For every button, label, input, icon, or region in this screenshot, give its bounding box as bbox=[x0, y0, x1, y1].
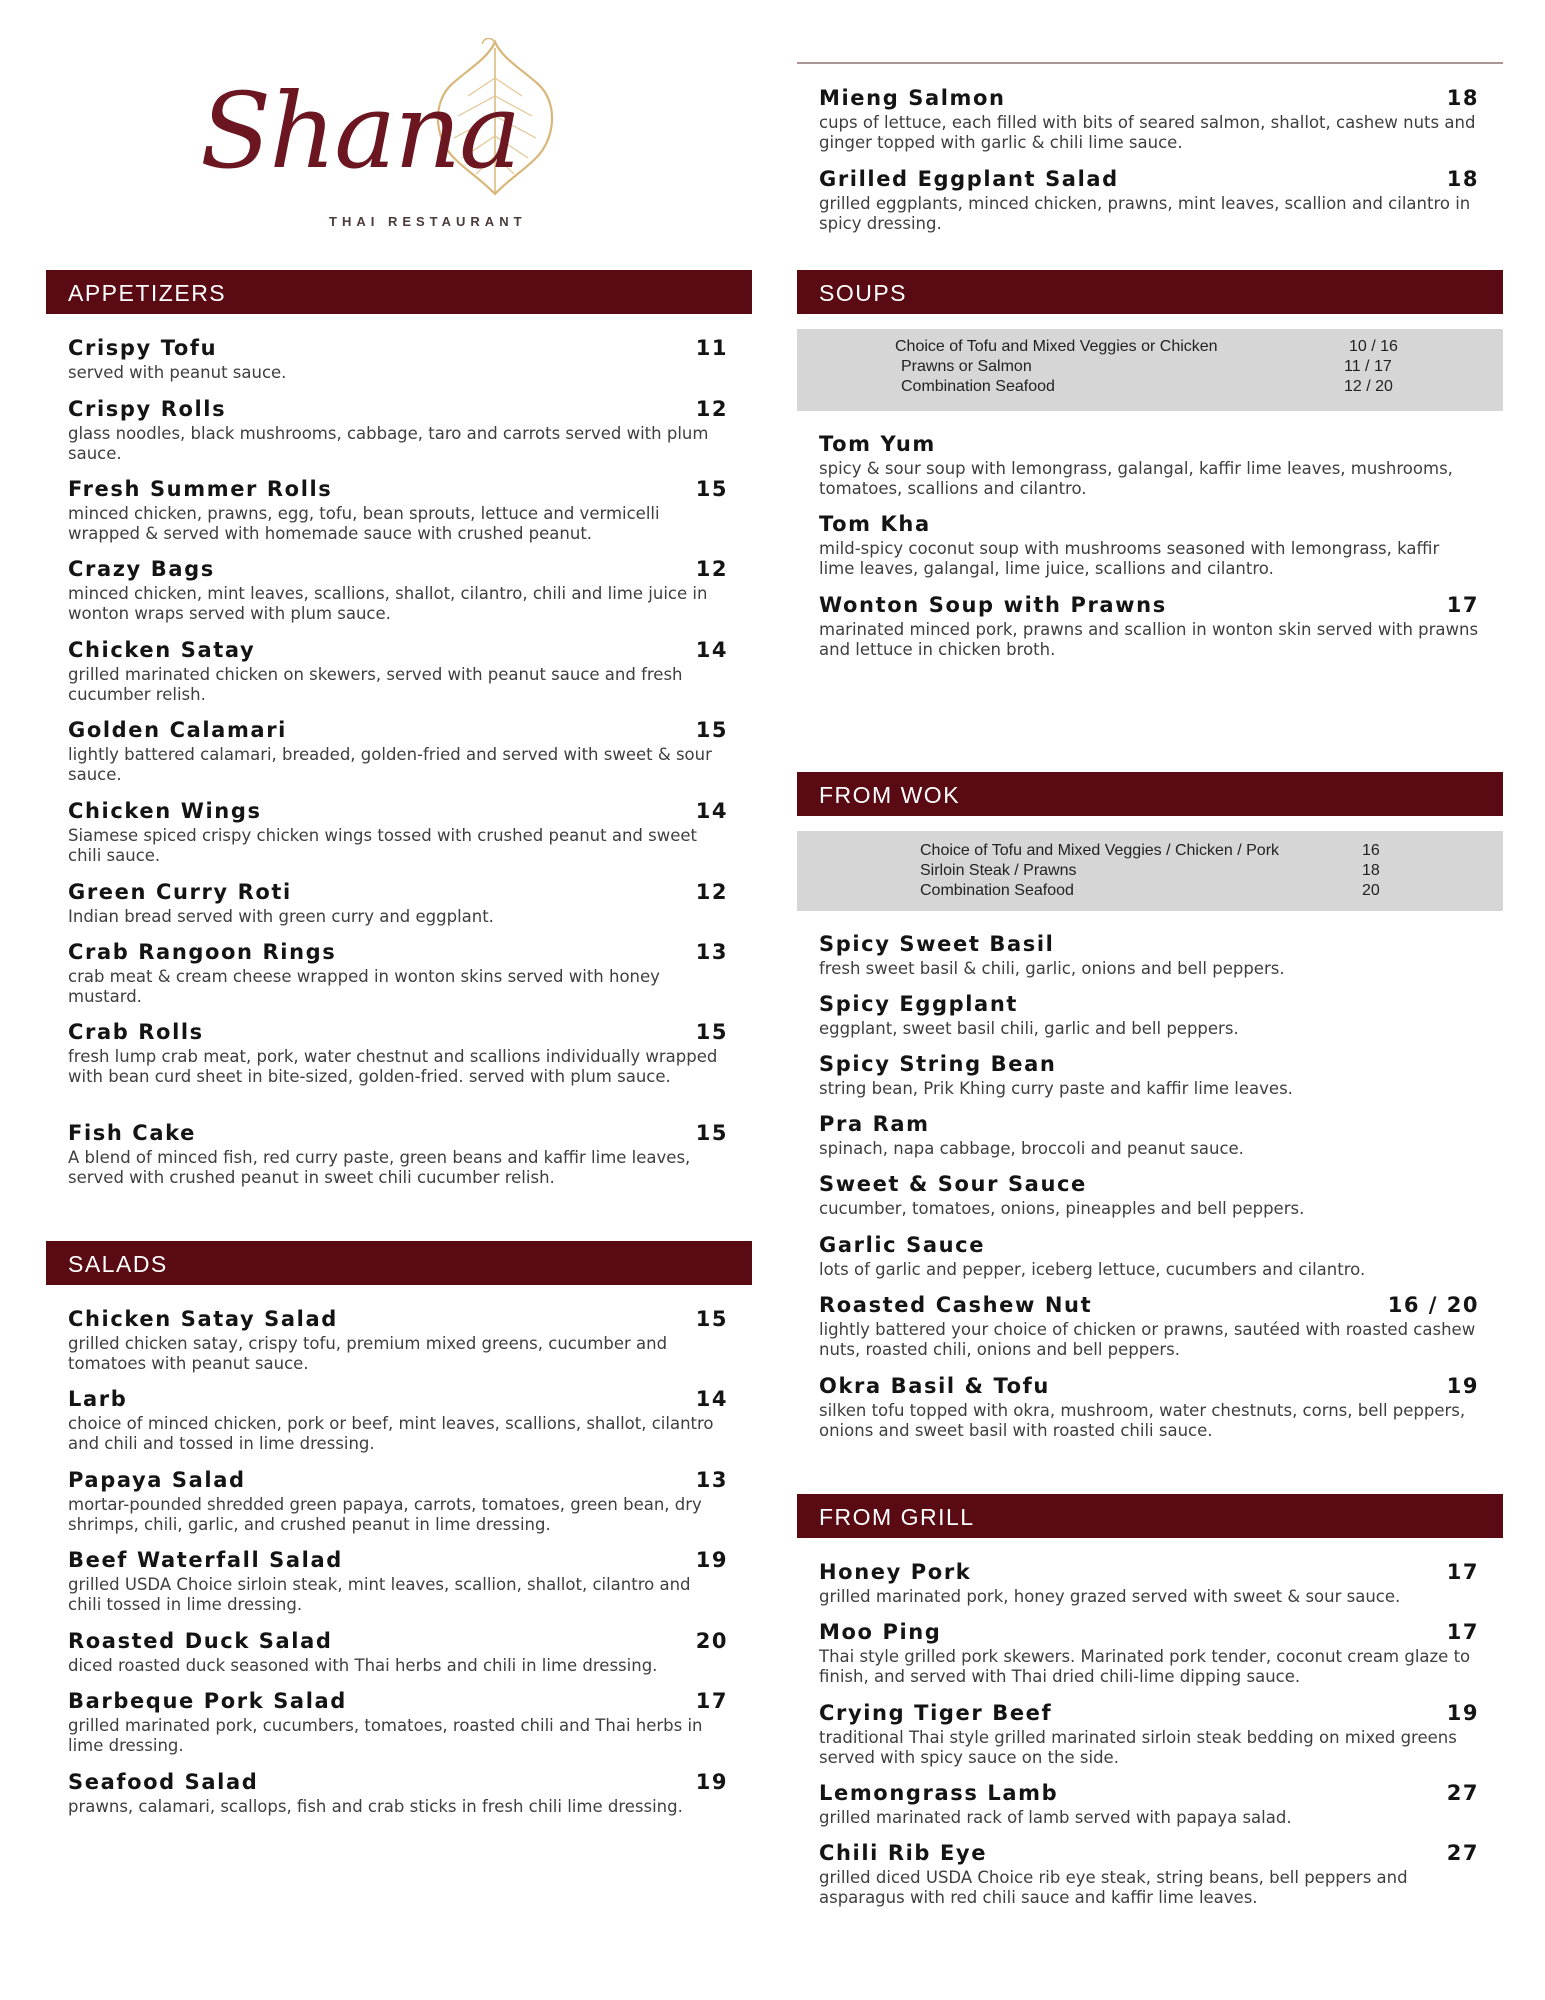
menu-item bbox=[819, 931, 1479, 979]
menu-item-description: silken tofu topped with okra, mushroom, water chestnuts, corns, bell peppers, onions and sweet basil with roasted chili sauce. bbox=[819, 1401, 1466, 1440]
menu-item-description: Siamese spiced crispy chicken wings tossed with crushed peanut and sweet chili sauce. bbox=[68, 826, 697, 865]
menu-item-description: fresh sweet basil & chili, garlic, onions and bell peppers. bbox=[819, 959, 1285, 978]
menu-item bbox=[819, 166, 1479, 234]
section-header-wok: FROM WOK bbox=[797, 772, 1503, 816]
menu-item-name: Tom Kha bbox=[819, 512, 931, 536]
menu-item-name: Papaya Salad bbox=[68, 1468, 246, 1492]
menu-item bbox=[819, 85, 1479, 153]
menu-item-description: minced chicken, mint leaves, scallions, shallot, cilantro, chili and lime juice in wonton wraps served with plum sauce. bbox=[68, 584, 708, 623]
menu-item bbox=[819, 1111, 1479, 1159]
menu-item-price: 11 bbox=[695, 336, 728, 360]
menu-item-price: 14 bbox=[695, 1387, 728, 1411]
soups-choice-box bbox=[797, 329, 1503, 411]
menu-item-description: prawns, calamari, scallops, fish and crab sticks in fresh chili lime dressing. bbox=[68, 1797, 683, 1816]
menu-item bbox=[68, 335, 728, 383]
restaurant-logo bbox=[200, 38, 560, 238]
menu-item-description: grilled USDA Choice sirloin steak, mint leaves, scallion, shallot, cilantro and chili tossed in lime dressing. bbox=[68, 1575, 691, 1614]
menu-item-description: diced roasted duck seasoned with Thai herbs and chili in lime dressing. bbox=[68, 1656, 658, 1675]
menu-item-name: Chili Rib Eye bbox=[819, 1841, 988, 1865]
menu-item bbox=[68, 476, 728, 544]
menu-item-price: 18 bbox=[1446, 167, 1479, 191]
menu-item-description: grilled marinated pork, honey grazed served with sweet & sour sauce. bbox=[819, 1587, 1401, 1606]
menu-item-name: Roasted Duck Salad bbox=[68, 1629, 333, 1653]
menu-item-price: 17 bbox=[1446, 593, 1479, 617]
section-header-salads: SALADS bbox=[46, 1241, 752, 1285]
menu-item bbox=[68, 717, 728, 785]
menu-item-description: lots of garlic and pepper, iceberg lettuce, cucumbers and cilantro. bbox=[819, 1260, 1366, 1279]
menu-item-description: spinach, napa cabbage, broccoli and peanut sauce. bbox=[819, 1139, 1244, 1158]
menu-item-price: 19 bbox=[1446, 1701, 1479, 1725]
menu-item-description: grilled eggplants, minced chicken, prawns, mint leaves, scallion and cilantro in spicy dressing. bbox=[819, 194, 1471, 233]
menu-item bbox=[68, 556, 728, 624]
menu-item-name: Grilled Eggplant Salad bbox=[819, 167, 1119, 191]
menu-item bbox=[68, 1120, 728, 1188]
menu-item-price: 15 bbox=[695, 718, 728, 742]
menu-item bbox=[819, 511, 1479, 579]
menu-item-description: traditional Thai style grilled marinated sirloin steak bedding on mixed greens served with spicy sauce on the side. bbox=[819, 1728, 1457, 1767]
menu-item-price: 12 bbox=[695, 880, 728, 904]
menu-item-description: lightly battered calamari, breaded, golden-fried and served with sweet & sour sauce. bbox=[68, 745, 712, 784]
menu-item-name: Crab Rolls bbox=[68, 1020, 204, 1044]
wok-choice-price: 16 bbox=[1362, 842, 1380, 859]
menu-item-description: cups of lettuce, each filled with bits of seared salmon, shallot, cashew nuts and ginger topped with garlic & chili lime sauce. bbox=[819, 113, 1476, 152]
menu-item bbox=[68, 1019, 728, 1087]
menu-item-description: mild-spicy coconut soup with mushrooms seasoned with lemongrass, kaffir lime leaves, galangal, lime juice, scallions and cilantro. bbox=[819, 539, 1440, 578]
menu-item-description: grilled chicken satay, crispy tofu, premium mixed greens, cucumber and tomatoes with peanut sauce. bbox=[68, 1334, 668, 1373]
menu-item-description: minced chicken, prawns, egg, tofu, bean sprouts, lettuce and vermicelli wrapped & served with homemade sauce with crushed peanut. bbox=[68, 504, 660, 543]
wok-choice-label: Choice of Tofu and Mixed Veggies / Chicken / Pork bbox=[920, 842, 1280, 859]
menu-item-price: 12 bbox=[695, 397, 728, 421]
soups-choice-price: 12 / 20 bbox=[1344, 378, 1393, 395]
menu-item bbox=[819, 1559, 1479, 1607]
menu-item-name: Beef Waterfall Salad bbox=[68, 1548, 343, 1572]
wok-choice-label: Sirloin Steak / Prawns bbox=[920, 862, 1077, 879]
menu-item-price: 15 bbox=[695, 1020, 728, 1044]
menu-item-name: Pra Ram bbox=[819, 1112, 930, 1136]
menu-item bbox=[68, 1688, 728, 1756]
menu-item-description: fresh lump crab meat, pork, water chestnut and scallions individually wrapped with bean curd sheet in bite-sized, golden-fried. served with plum sauce. bbox=[68, 1047, 718, 1086]
menu-item-name: Seafood Salad bbox=[68, 1770, 259, 1794]
menu-item-price: 20 bbox=[695, 1629, 728, 1653]
menu-item bbox=[819, 1619, 1479, 1687]
menu-item-description: lightly battered your choice of chicken or prawns, sautéed with roasted cashew nuts, roasted chili, onions and bell peppers. bbox=[819, 1320, 1476, 1359]
menu-item-price: 17 bbox=[1446, 1560, 1479, 1584]
menu-item bbox=[68, 798, 728, 866]
menu-item bbox=[68, 879, 728, 927]
menu-item-price: 13 bbox=[695, 940, 728, 964]
menu-item-description: mortar-pounded shredded green papaya, carrots, tomatoes, green bean, dry shrimps, chili, garlic, and crushed peanut in lime dressing. bbox=[68, 1495, 702, 1534]
section-header-appetizers: APPETIZERS bbox=[46, 270, 752, 314]
menu-item-name: Golden Calamari bbox=[68, 718, 287, 742]
menu-item-name: Green Curry Roti bbox=[68, 880, 292, 904]
menu-item-name: Crispy Tofu bbox=[68, 336, 218, 360]
wok-choice-price: 18 bbox=[1362, 862, 1380, 879]
menu-item-name: Chicken Satay bbox=[68, 638, 256, 662]
menu-item-description: grilled diced USDA Choice rib eye steak, string beans, bell peppers and asparagus with red chili sauce and kaffir lime leaves. bbox=[819, 1868, 1408, 1907]
menu-item bbox=[68, 1467, 728, 1535]
wok-choice-label: Combination Seafood bbox=[920, 882, 1074, 899]
menu-item-name: Lemongrass Lamb bbox=[819, 1781, 1059, 1805]
menu-item-price: 19 bbox=[695, 1770, 728, 1794]
menu-item bbox=[68, 1386, 728, 1454]
menu-item-name: Honey Pork bbox=[819, 1560, 972, 1584]
menu-item-name: Spicy Eggplant bbox=[819, 992, 1019, 1016]
menu-item bbox=[68, 1769, 728, 1817]
menu-item-description: eggplant, sweet basil chili, garlic and bell peppers. bbox=[819, 1019, 1239, 1038]
menu-item-description: spicy & sour soup with lemongrass, galangal, kaffir lime leaves, mushrooms, tomatoes, scallions and cilantro. bbox=[819, 459, 1453, 498]
menu-item-name: Spicy String Bean bbox=[819, 1052, 1057, 1076]
menu-item-price: 15 bbox=[695, 477, 728, 501]
menu-item-price: 13 bbox=[695, 1468, 728, 1492]
menu-item-price: 12 bbox=[695, 557, 728, 581]
soups-choice-label: Choice of Tofu and Mixed Veggies or Chicken bbox=[895, 338, 1218, 355]
top-divider bbox=[797, 62, 1503, 64]
menu-item bbox=[819, 1232, 1479, 1280]
menu-item-name: Sweet & Sour Sauce bbox=[819, 1172, 1087, 1196]
menu-item-description: A blend of minced fish, red curry paste, green beans and kaffir lime leaves, served with crushed peanut in sweet chili cucumber relish. bbox=[68, 1148, 691, 1187]
menu-item-name: Wonton Soup with Prawns bbox=[819, 593, 1167, 617]
menu-item bbox=[68, 1547, 728, 1615]
menu-item-name: Spicy Sweet Basil bbox=[819, 932, 1055, 956]
menu-item-name: Tom Yum bbox=[819, 432, 936, 456]
logo-subtitle: THAI RESTAURANT bbox=[329, 214, 527, 229]
menu-item bbox=[819, 1700, 1479, 1768]
menu-item-name: Crazy Bags bbox=[68, 557, 215, 581]
menu-item bbox=[819, 991, 1479, 1039]
menu-item-description: marinated minced pork, prawns and scallion in wonton skin served with prawns and lettuce in chicken broth. bbox=[819, 620, 1479, 659]
menu-item-price: 14 bbox=[695, 799, 728, 823]
menu-item-name: Crying Tiger Beef bbox=[819, 1701, 1053, 1725]
menu-item-name: Mieng Salmon bbox=[819, 86, 1006, 110]
menu-item-name: Barbeque Pork Salad bbox=[68, 1689, 347, 1713]
menu-item-description: grilled marinated chicken on skewers, served with peanut sauce and fresh cucumber relish. bbox=[68, 665, 683, 704]
menu-item-description: Indian bread served with green curry and eggplant. bbox=[68, 907, 494, 926]
menu-item-name: Okra Basil & Tofu bbox=[819, 1374, 1050, 1398]
section-header-soups: SOUPS bbox=[797, 270, 1503, 314]
menu-item-price: 15 bbox=[695, 1121, 728, 1145]
menu-item bbox=[68, 1306, 728, 1374]
menu-item-description: grilled marinated rack of lamb served with papaya salad. bbox=[819, 1808, 1292, 1827]
menu-item-description: string bean, Prik Khing curry paste and kaffir lime leaves. bbox=[819, 1079, 1293, 1098]
menu-item-description: served with peanut sauce. bbox=[68, 363, 287, 382]
menu-item bbox=[819, 1292, 1479, 1360]
menu-item-description: glass noodles, black mushrooms, cabbage, taro and carrots served with plum sauce. bbox=[68, 424, 709, 463]
menu-item bbox=[819, 1373, 1479, 1441]
menu-item-price: 14 bbox=[695, 638, 728, 662]
section-header-grill: FROM GRILL bbox=[797, 1494, 1503, 1538]
menu-item-description: choice of minced chicken, pork or beef, mint leaves, scallions, shallot, cilantro and chili and tossed in lime dressing. bbox=[68, 1414, 714, 1453]
menu-item bbox=[819, 592, 1479, 660]
menu-item-name: Larb bbox=[68, 1387, 128, 1411]
menu-item bbox=[68, 1628, 728, 1676]
menu-item bbox=[68, 939, 728, 1007]
menu-item bbox=[819, 1051, 1479, 1099]
menu-item bbox=[68, 396, 728, 464]
menu-item-name: Crab Rangoon Rings bbox=[68, 940, 337, 964]
menu-item bbox=[819, 431, 1479, 499]
menu-item-price: 19 bbox=[1446, 1374, 1479, 1398]
menu-item-name: Chicken Satay Salad bbox=[68, 1307, 338, 1331]
menu-item-price: 17 bbox=[695, 1689, 728, 1713]
soups-choice-label: Combination Seafood bbox=[901, 378, 1055, 395]
menu-item bbox=[68, 637, 728, 705]
menu-item-name: Crispy Rolls bbox=[68, 397, 227, 421]
menu-item bbox=[819, 1171, 1479, 1219]
menu-item bbox=[819, 1780, 1479, 1828]
menu-item-price: 19 bbox=[695, 1548, 728, 1572]
menu-item-description: Thai style grilled pork skewers. Marinated pork tender, coconut cream glaze to finish, and served with Thai dried chili-lime dipping sauce. bbox=[819, 1647, 1471, 1686]
menu-item-description: grilled marinated pork, cucumbers, tomatoes, roasted chili and Thai herbs in lime dressing. bbox=[68, 1716, 703, 1755]
menu-item-price: 16 / 20 bbox=[1387, 1293, 1479, 1317]
menu-item-price: 18 bbox=[1446, 86, 1479, 110]
menu-item-name: Chicken Wings bbox=[68, 799, 262, 823]
menu-item-name: Moo Ping bbox=[819, 1620, 942, 1644]
menu-item-price: 17 bbox=[1446, 1620, 1479, 1644]
menu-item bbox=[819, 1840, 1479, 1908]
menu-item-price: 15 bbox=[695, 1307, 728, 1331]
logo-script-text: Shana bbox=[200, 70, 520, 192]
wok-choice-price: 20 bbox=[1362, 882, 1380, 899]
menu-item-name: Garlic Sauce bbox=[819, 1233, 986, 1257]
menu-item-name: Fish Cake bbox=[68, 1121, 196, 1145]
wok-choice-box bbox=[797, 831, 1503, 911]
soups-choice-price: 11 / 17 bbox=[1344, 358, 1392, 375]
soups-choice-price: 10 / 16 bbox=[1349, 338, 1398, 355]
menu-item-name: Fresh Summer Rolls bbox=[68, 477, 333, 501]
menu-item-name: Roasted Cashew Nut bbox=[819, 1293, 1093, 1317]
soups-choice-label: Prawns or Salmon bbox=[901, 358, 1032, 375]
menu-item-description: cucumber, tomatoes, onions, pineapples and bell peppers. bbox=[819, 1199, 1305, 1218]
menu-item-description: crab meat & cream cheese wrapped in wonton skins served with honey mustard. bbox=[68, 967, 660, 1006]
menu-item-price: 27 bbox=[1446, 1781, 1479, 1805]
menu-item-price: 27 bbox=[1446, 1841, 1479, 1865]
